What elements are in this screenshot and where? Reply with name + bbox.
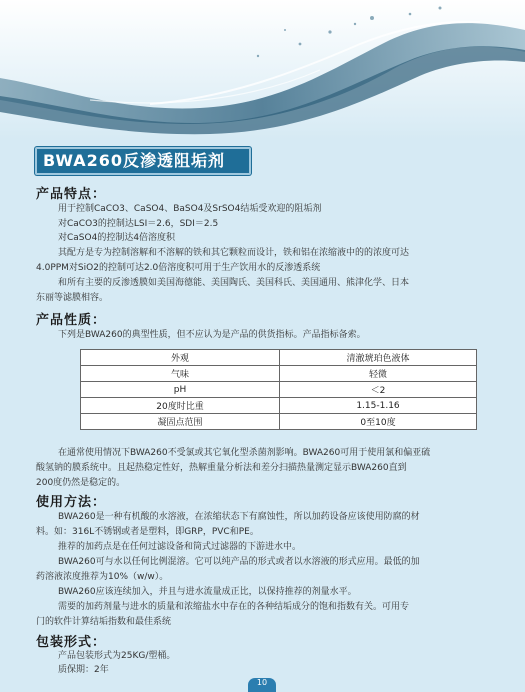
- table-cell: 清澈琥珀色液体: [280, 350, 477, 366]
- features-line: 其配方是专为控制溶解和不溶解的铁和其它颗粒而设计，铁和铝在浓缩液中的的浓度可达: [58, 248, 410, 258]
- usage-line: 药溶液浓度推荐为10%（w/w）。: [36, 572, 169, 582]
- usage-line: 料。如：316L不锈钢或者是塑料，即GRP，PVC和PE。: [36, 527, 259, 537]
- features-line: 东丽等滤膜相容。: [36, 293, 109, 303]
- table-cell: 1.15-1.16: [280, 398, 477, 414]
- product-title: BWA260反渗透阻垢剂: [35, 147, 251, 175]
- features-line: 对CaSO4的控制达4倍溶度积: [58, 233, 176, 243]
- features-line: 4.0PPM对SiO2的控制可达2.0倍溶度积可用于生产饮用水的反渗透系统: [36, 263, 321, 273]
- usage-line: 门的软件计算结垢指数和最佳系统: [36, 617, 172, 627]
- usage-line: 需要的加药剂量与进水的质量和浓缩盐水中存在的各种结垢成分的饱和指数有关。可用专: [58, 602, 410, 612]
- table-row: [81, 366, 477, 382]
- table-cell: 气味: [81, 366, 280, 382]
- table-row: [81, 382, 477, 398]
- table-cell: pH: [81, 382, 280, 398]
- table-cell: 20度时比重: [81, 398, 280, 414]
- table-row: [81, 350, 477, 366]
- features-line: 用于控制CaCO3、CaSO4、BaSO4及SrSO4结垢受欢迎的阻垢剂: [58, 204, 322, 214]
- properties-heading: 产品性质：: [36, 313, 107, 328]
- properties-intro: 下列是BWA260的典型性质，但不应认为是产品的供货指标。产品指标备索。: [58, 330, 366, 340]
- table-cell: 外观: [81, 350, 280, 366]
- water-splash-image: [0, 0, 525, 140]
- properties-table: [80, 349, 477, 430]
- usage-line: BWA260可与水以任何比例混溶。它可以纯产品的形式或者以水溶液的形式应用。最低的加: [58, 557, 420, 567]
- features-line: 对CaCO3的控制达LSI＝2.6，SDI＝2.5: [58, 219, 219, 229]
- properties-note: 酸氢钠的膜系统中。且起热稳定性好，热解重量分析法和差分扫描热量测定显示BWA260直到: [36, 463, 407, 473]
- table-cell: 轻微: [280, 366, 477, 382]
- page-number: 10: [248, 678, 276, 692]
- usage-line: BWA260应该连续加入，并且与进水流量成正比，以保持推荐的剂量水平。: [58, 587, 357, 597]
- packaging-line: 产品包装形式为25KG/塑桶。: [58, 651, 176, 661]
- features-heading: 产品特点：: [36, 187, 107, 202]
- table-row: [81, 414, 477, 430]
- water-splash-banner: [0, 0, 525, 140]
- usage-heading: 使用方法：: [36, 495, 107, 510]
- usage-line: BWA260是一种有机酸的水溶液，在浓缩状态下有腐蚀性，所以加药设备应该使用防腐的材: [58, 512, 420, 522]
- packaging-line: 质保期：2年: [58, 665, 109, 675]
- packaging-heading: 包装形式：: [36, 635, 107, 650]
- usage-line: 推荐的加药点是在任何过滤设备和筒式过滤器的下游进水中。: [58, 542, 302, 552]
- table-cell: 凝固点范围: [81, 414, 280, 430]
- table-row: [81, 398, 477, 414]
- properties-note: 在通常使用情况下BWA260不受氯或其它氧化型杀菌剂影响。BWA260可用于使用氯和偏亚硫: [58, 448, 431, 458]
- table-cell: ＜2: [280, 382, 477, 398]
- properties-note: 200度仍然是稳定的。: [36, 478, 126, 488]
- table-cell: 0至10度: [280, 414, 477, 430]
- features-line: 和所有主要的反渗透膜如美国海德能、美国陶氏、美国科氏、美国通用、熊津化学、日本: [58, 278, 410, 288]
